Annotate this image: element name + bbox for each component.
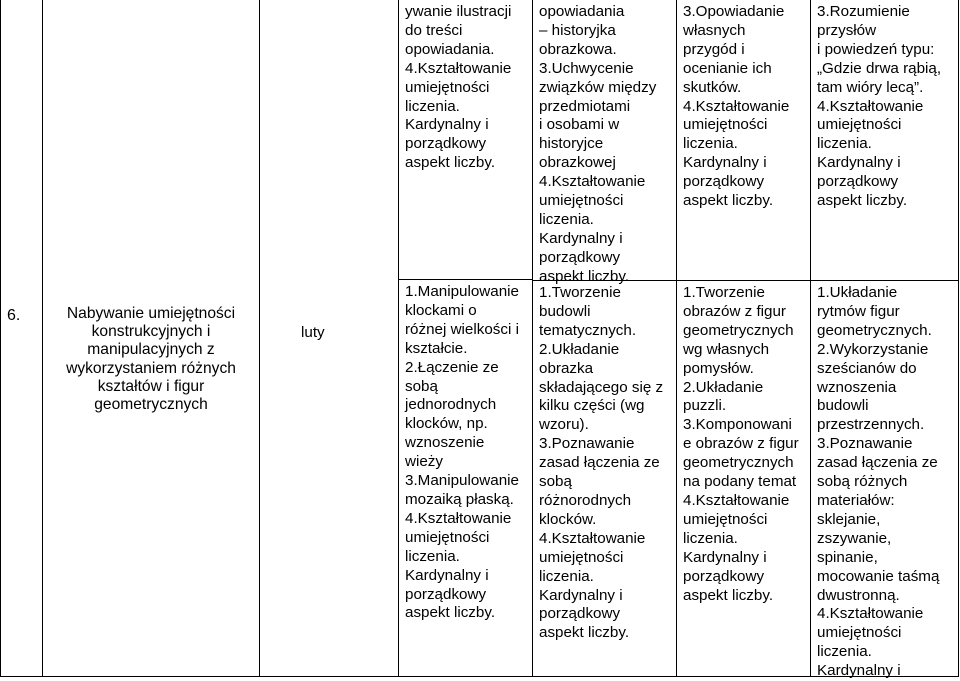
- topic-title: Nabywanie umiejętności konstrukcyjnych i manipulacyjnych z wykorzystaniem różnych kształtów i figur geometrycznych: [66, 305, 236, 414]
- activity-cell: 1.Układanie rytmów figur geometrycznych. 2.Wykorzystanie sześcianów do wznoszenia budowli przestrzennych. 3.Poznawanie zasad łączenia ze sobą różnych materiałów: sklejanie, zszywanie, spinanie, mocowanie taśmą dwustronną. 4.Kształtowanie umiejętności liczenia. Kardynalny i: [817, 284, 940, 680]
- row-divider: [398, 279, 532, 280]
- table-border-left: [0, 0, 1, 677]
- row-divider: [676, 280, 958, 281]
- activity-cell: opowiadania – historyjka obrazkowa. 3.Uchwycenie związków między przedmiotami i osobami w historyjce obrazkowej 4.Kształtowanie umiejętności liczenia. Kardynalny i porządkowy aspekt liczby.: [539, 3, 657, 285]
- column-divider: [42, 0, 43, 677]
- activity-cell: 1.Tworzenie budowli tematycznych. 2.Układanie obrazka składającego się z kilku części (wg wzoru). 3.Poznawanie zasad łączenia ze sobą różnorodnych klocków. 4.Kształtowanie umiejętności liczenia. Kardynalny i porządkowy aspekt liczby.: [539, 284, 664, 642]
- row-number: 6.: [7, 307, 21, 324]
- activity-cell: 1.Tworzenie obrazów z figur geometrycznych wg własnych pomysłów. 2.Układanie puzzli. 3.Komponowani e obrazów z figur geometrycznych na podany temat 4.Kształtowanie umiejętności liczenia. Kardynalny i porządkowy aspekt liczby.: [683, 284, 799, 604]
- activity-cell: 3.Rozumienie przysłów i powiedzeń typu: „Gdzie drwa rąbią, tam wióry lecą”. 4.Kształtowanie umiejętności liczenia. Kardynalny i porządkowy aspekt liczby.: [817, 3, 942, 210]
- activity-cell: ywanie ilustracji do treści opowiadania. 4.Kształtowanie umiejętności liczenia. Kardynalny i porządkowy aspekt liczby.: [405, 3, 512, 172]
- month-label: luty: [301, 324, 325, 341]
- column-divider: [532, 0, 533, 677]
- column-divider: [398, 0, 399, 677]
- column-divider: [810, 0, 811, 677]
- activity-cell: 1.Manipulowanie klockami o różnej wielkości i kształcie. 2.Łączenie ze sobą jednorodnych klocków, np. wznoszenie wieży 3.Manipulowanie mozaiką płaską. 4.Kształtowanie umiejętności liczenia. Kardynalny i porządkowy aspekt liczby.: [405, 283, 519, 622]
- activity-cell: 3.Opowiadanie własnych przygód i ocenianie ich skutków. 4.Kształtowanie umiejętności liczenia. Kardynalny i porządkowy aspekt liczby.: [683, 3, 790, 210]
- column-divider: [676, 0, 677, 677]
- table-border-right: [958, 0, 959, 677]
- column-divider: [259, 0, 260, 677]
